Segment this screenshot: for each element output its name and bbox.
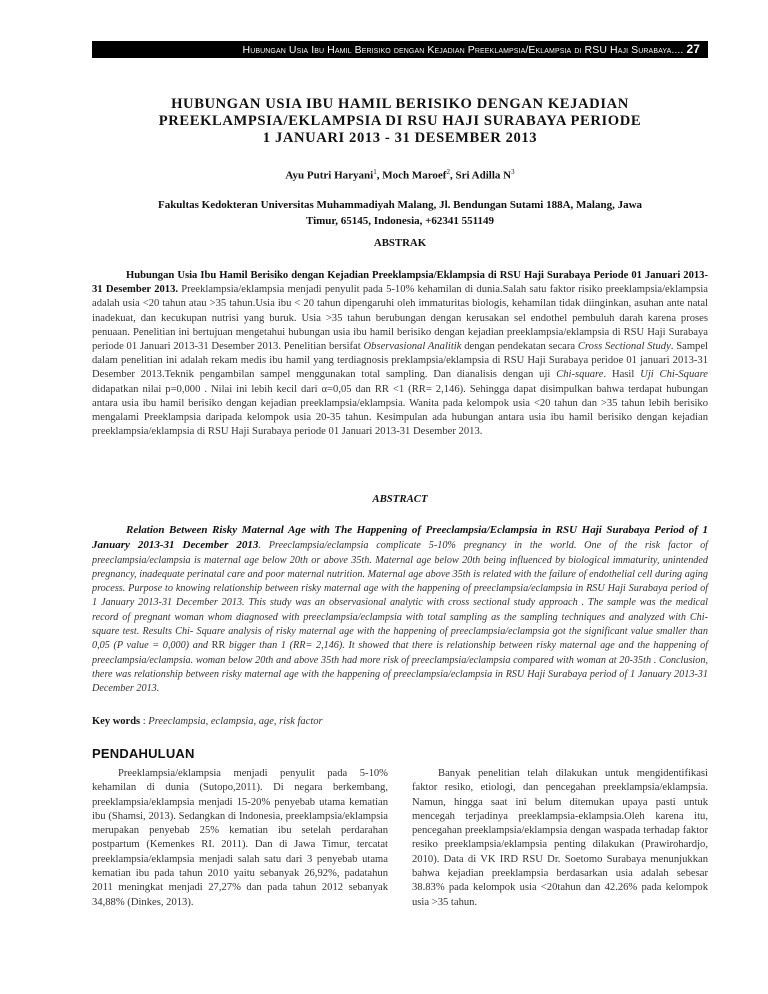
abstract-bold-title: Relation Between Risky Maternal Age with The Happening of Preeclampsia/Eclampsia in RSU Haji Surabaya Period of 1 January 2013-31 December 2013 [92, 524, 708, 552]
author-list [92, 168, 708, 182]
abstrak-text: didapatkan nilai p=0,000 . Nilai ini lebih kecil dari α=0,05 dan RR <1 (RR= 2,146). Sehingga dapat disimpulkan bahwa terdapat hubungan antara usia ibu hamil berisiko dengan kejadian preeklampsia/eklampsia. Wanita pada kelompok usia <20 tahun dan >35 tahun lebih berisiko mengalami Preeklampsia daripada kelompok usia 20-35 tahun. Kesimpulan ada hubungan antara usia ibu hamil berisiko dengan kejadian preeklampsia/eklampsia di RSU Haji Surabaya periode 01 Januari 2013-31 Desember 2013. [92, 383, 708, 438]
pendahuluan-right-column: Banyak penelitian telah dilakukan untuk mengidentifikasi faktor resiko, etiologi, dan pencegahan preeklampsia/eklampsia. Namun, hingga saat ini belum ditemukan upaya pasti untuk mencegah terjadinya preeklampsia-eklampsia.Oleh karena itu, pencegahan preeklampsia/eklampsia dengan waspada terhadap faktor resiko preeklampsia/eklampsia penting dilakukan (Prawirohardjo, 2010). Data di VK IRD RSU Dr. Soetomo Surabaya menunjukkan bahwa kejadian preeklampsia berdasarkan usia adalah sebesar 38.83% pada kelompok usia <20tahun dan 42.26% pada kelompok usia >35 tahun. [412, 768, 708, 908]
author-separator: , [376, 169, 383, 182]
abstract-body [92, 523, 708, 697]
affiliation-line: Timur, 65145, Indonesia, +62341 551149 [305, 215, 495, 227]
abstrak-italic-term: Observasional Analitik [363, 341, 462, 353]
author-name: Ayu Putri Haryani [285, 169, 374, 182]
abstrak-italic-term: Uji Chi-Square [640, 369, 709, 381]
abstrak-heading: ABSTRAK [373, 237, 427, 249]
paper-title-line: PREEKLAMPSIA/EKLAMPSIA DI RSU HAJI SURABAYA PERIODE [158, 113, 642, 129]
affiliation-line: Fakultas Kedokteran Universitas Muhammadiyah Malang, Jl. Bendungan Sutami 188A, Malang, Jawa [157, 199, 643, 211]
abstract-text: . Preeclampsia/eclampsia complicate 5-10% pregnancy in the world. One of the risk factor of preeclampsia/eclampsia is maternal age below 20th or above 35th. Maternal age below 20th being influenced by biological immaturity, unintended pregnancy, inadequate perinatal care and poor maternal nutrition. Maternal age above 35th is related with the failure of endothelial cell during aging process. Purpose to knowing relationship between risky maternal age with the happening of preeclampsia/eclampsia in RSU Haji Surabaya period of 1 January 2013-31 December 2013. This study was an observasional analytic with cross sectional study approach . The sample was the medical record of pregnant woman whom diagnosed with preeclampsia/eclampsia with total sampling as the sampling techniques and analyzed with Chi- square test. Results Chi- Square analysis of risky maternal age with the happening of preeclampsia/eclampsia got the significant value smaller than 0,05 (P value = 0,000) and [92, 540, 709, 652]
page-number: 27 [686, 42, 700, 56]
author-affiliation-mark: 2 [446, 168, 450, 176]
abstrak-text: . Sampel dalam penelitian ini adalah rekam medis ibu hamil yang terdiagnosis preklampsia/eklampsia di RSU Haji Surabaya peridoe 01 januari 2013-31 Desember 2013.Teknik pengambilan sampel menggunakan total sampling. Dan dianalisis dengan uji [92, 341, 708, 381]
affiliation [110, 197, 690, 229]
running-header [92, 41, 708, 58]
keywords-terms: Preeclampsia, eclampsia, age, risk factor [148, 716, 323, 727]
abstract-heading: ABSTRACT [372, 493, 428, 505]
paper-title-line: 1 JANUARI 2013 - 31 DESEMBER 2013 [262, 130, 538, 146]
author-affiliation-mark: 1 [373, 168, 377, 176]
keywords-label: Key words [92, 716, 141, 727]
abstrak-italic-term: Chi-square [556, 369, 604, 381]
abstrak-bold-title: Hubungan Usia Ibu Hamil Berisiko dengan Kejadian Preeklampsia/Eklampsia di RSU Haji Surabaya Periode 01 Januari 2013-31 Desember 2013. [92, 270, 708, 296]
abstrak-italic-term: Cross Sectional Study [577, 341, 671, 353]
abstrak-text: Preeklampsia/eklampsia menjadi penyulit pada 5-10% kehamilan di dunia.Salah satu faktor risiko preeklampsia/eklampsia adalah usia <20 tahun atau >35 tahun.Usia ibu < 20 tahun dipengaruhi oleh immaturitas biologis, kehamilan tidak diinginkan, asuhan ante natal inadekuat, dan kecukupan nutrisi yang buruk. Usia >35 tahun berubungan dengan kerusakan sel endothel pembuluh darah karena proses penuaan. Penelitian ini bertujuan mengetahui hubungan usia ibu hamil berisiko dengan kejadian preeklampsia/eklampsia di RSU Haji Surabaya periode 01 Januari 2013-31 Desember 2013. Penelitian bersifat [92, 284, 708, 353]
author-name: Sri Adilla N [455, 169, 512, 182]
abstrak-text: . Hasil [603, 369, 641, 381]
pendahuluan-left-column: Preeklampsia/eklampsia menjadi penyulit pada 5-10% kehamilan di dunia (Sutopo,2011). Di negara berkembang, preeklampsia/eklampsia menjadi 15-20% penyebab utama kematian ibu (Shamsi, 2013). Sedangkan di Indonesia, preeklampsia/eklampsia merupakan penyebab 25% kematian ibu setelah perdarahan postpartum (Kemenkes RI. 2011). Dan di Jawa Timur, tercatat preeklampsia/eklampsia menjadi salah satu dari 3 penyebab utama kematian ibu pada tahun 2010 yaitu sebanyak 26,92%, padatahun 2011 meningkat menjadi 27,27% dan pada tahun 2012 sebanyak 34,88% (Dinkes, 2013). [92, 768, 388, 908]
author-name: Moch Maroef [382, 169, 447, 182]
section-heading-pendahuluan: PENDAHULUAN [92, 746, 195, 761]
author-affiliation-mark: 3 [511, 168, 515, 176]
paper-title-line: HUBUNGAN USIA IBU HAMIL BERISIKO DENGAN KEJADIAN [171, 96, 629, 112]
abstrak-body [92, 269, 708, 439]
running-header-title: Hubungan Usia Ibu Hamil Berisiko dengan Kejadian Preeklampsia/Eklampsia di RSU Haji Surabaya.... [242, 44, 684, 56]
keywords-separator: : [140, 716, 149, 727]
abstract-text: RR [211, 640, 226, 652]
abstrak-text: dengan pendekatan secara [461, 341, 578, 353]
paper-title [92, 96, 708, 147]
author-separator: , [449, 169, 456, 182]
keywords [92, 716, 708, 727]
abstract-text: bigger than 1 (RR= 2,146). It showed that there is relationship between risky maternal age and the happening of preeclampsia/eclampsia. woman below 20th and above 35th had more risk of preeclampsia/eclampsia compared with woman at 20-35th . Conclusion, there was relationship between risky maternal age with the happening of preeclampsia/eclampsia in RSU Haji Surabaya period of 1 January 2013-31 December 2013. [92, 640, 709, 695]
